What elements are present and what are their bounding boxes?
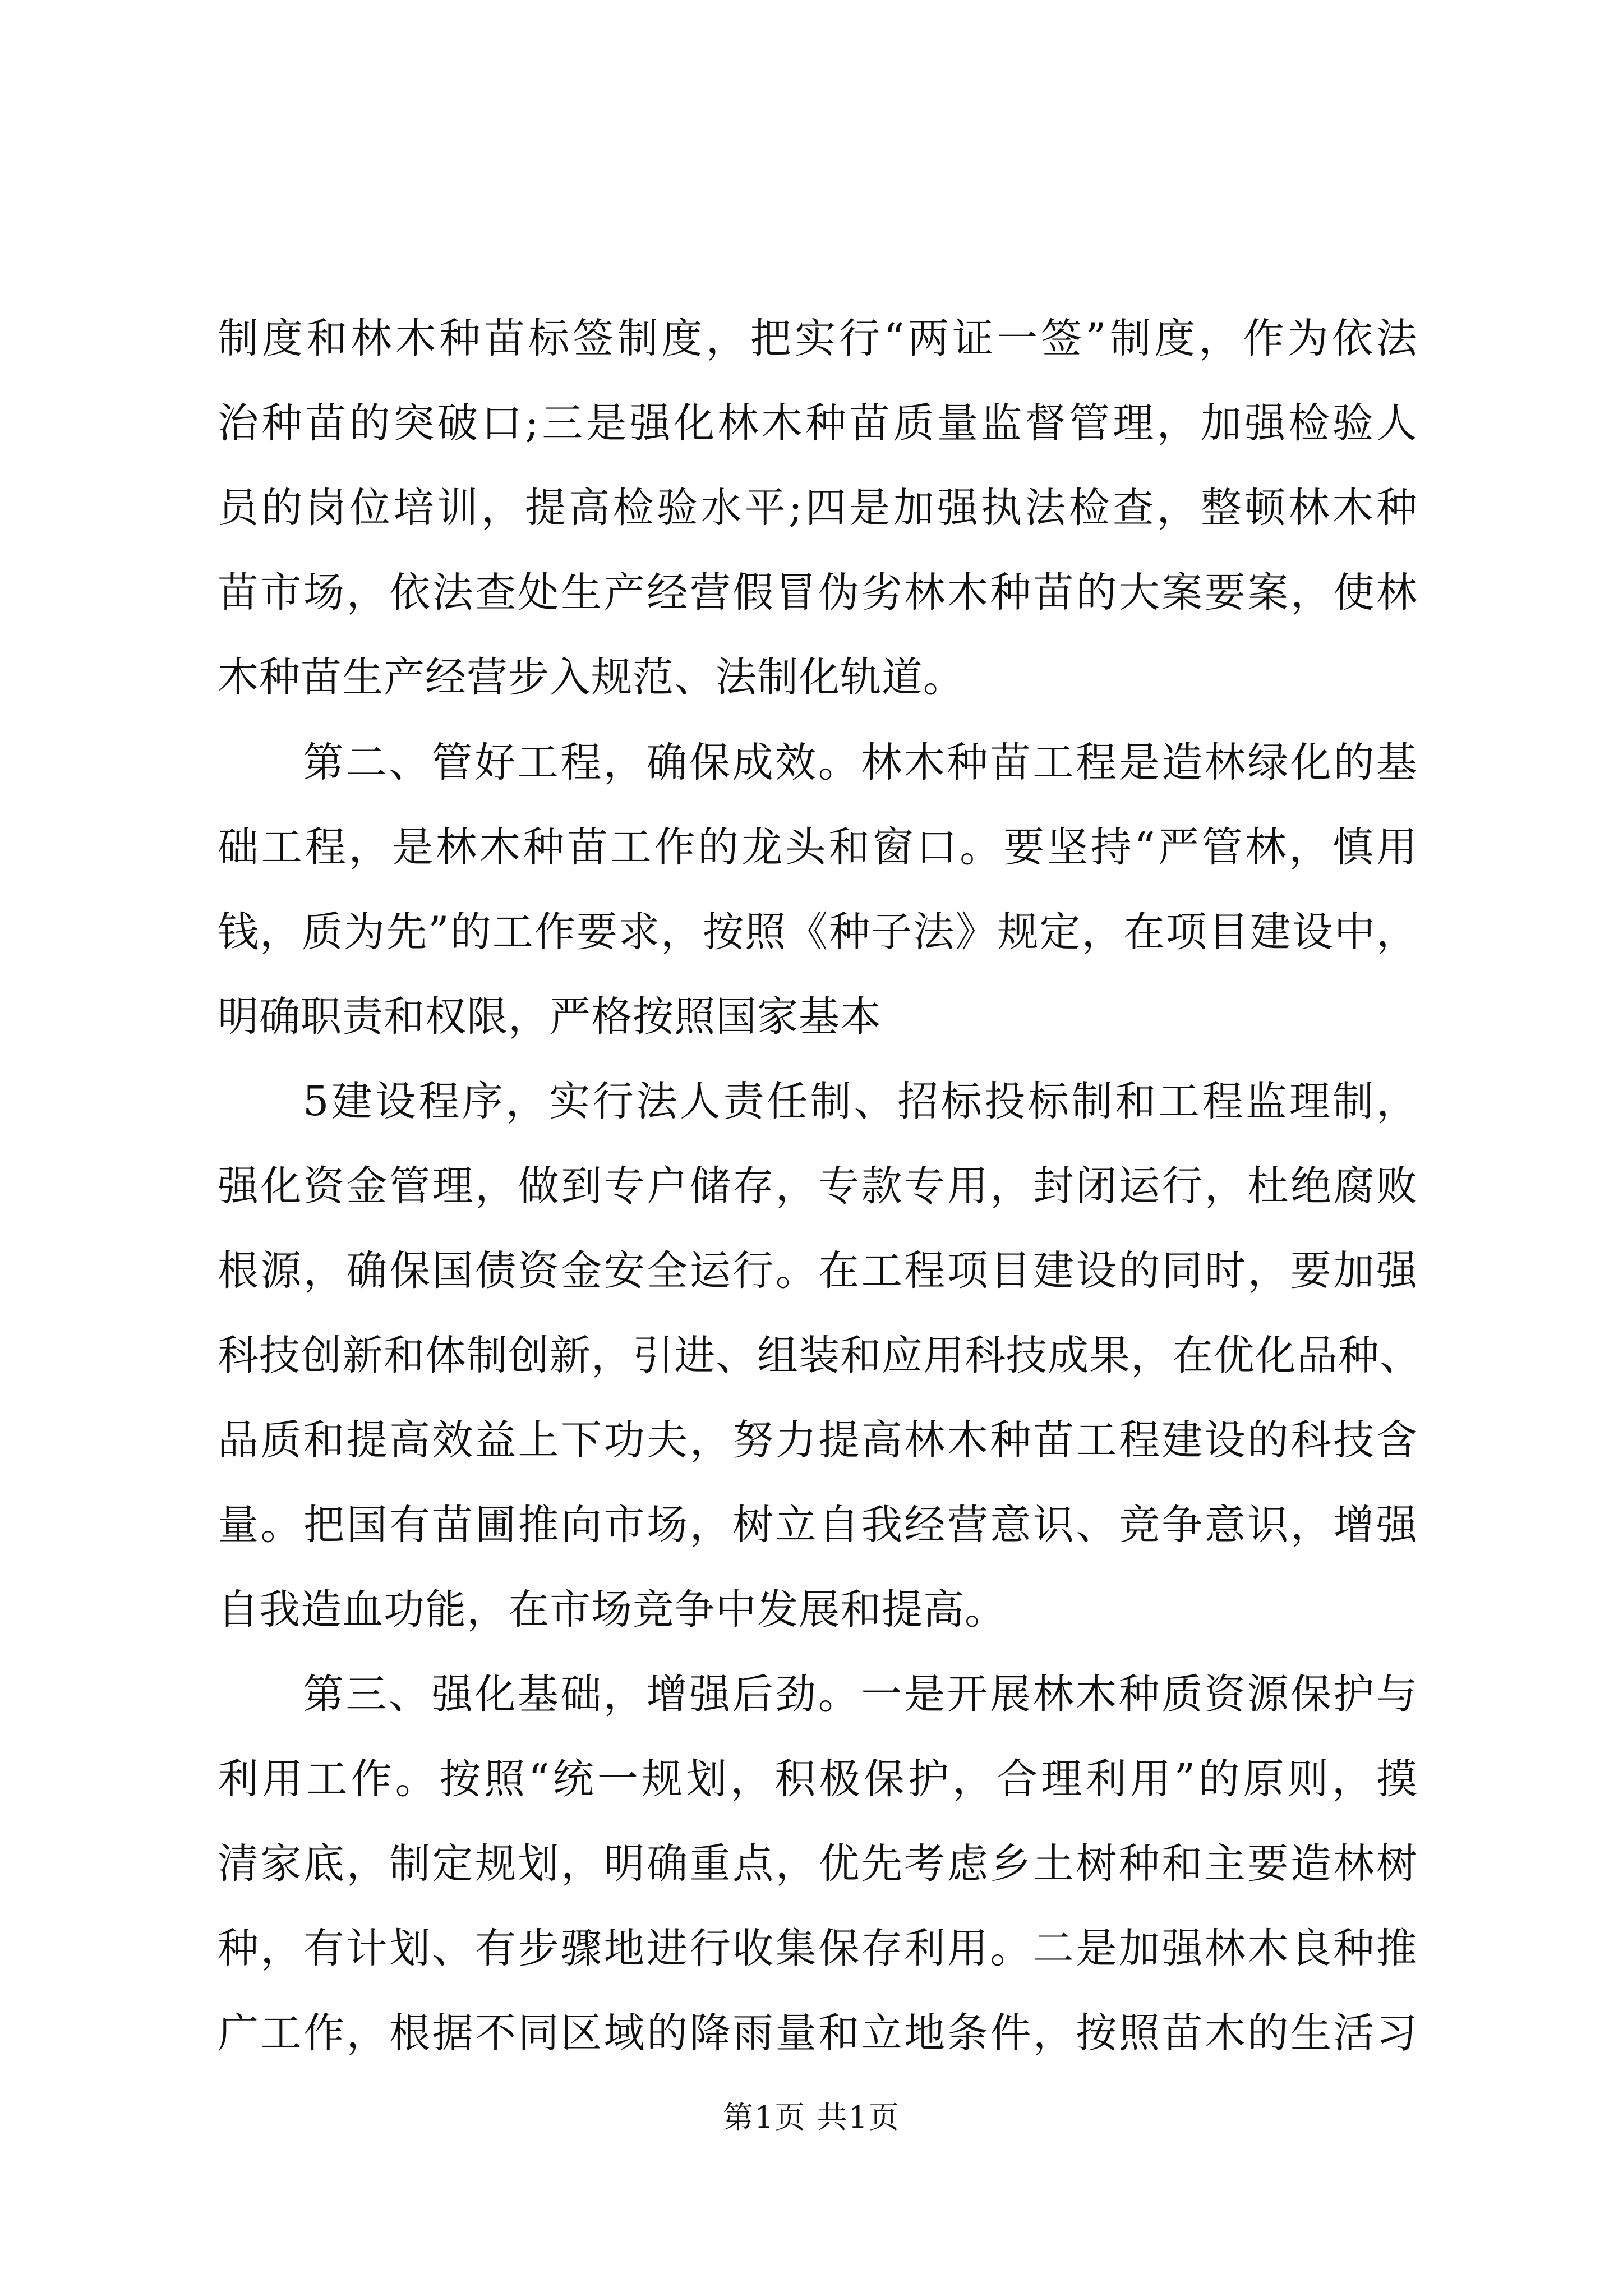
text-line: 广工作，根据不同区域的降雨量和立地条件，按照苗木的生活习: [218, 2009, 1418, 2057]
text-line: 明确职责和权限，严格按照国家基本: [218, 993, 882, 1041]
text-line: 种，有计划、有步骤地进行收集保存利用。二是加强林木良种推: [218, 1925, 1418, 1972]
text-line: 治种苗的突破口;三是强化林木种苗质量监督管理，加强检验人: [218, 399, 1418, 447]
text-line: 础工程，是林木种苗工作的龙头和窗口。要坚持“严管林，慎用: [218, 823, 1418, 871]
text-line: 木种苗生产经营步入规范、法制化轨道。: [218, 654, 965, 701]
text-line: 苗市场，依法查处生产经营假冒伪劣林木种苗的大案要案，使林: [218, 569, 1418, 616]
text-line: 自我造血功能，在市场竞争中发展和提高。: [218, 1586, 1006, 1634]
text-line: 利用工作。按照“统一规划，积极保护，合理利用”的原则，摸: [218, 1755, 1418, 1803]
text-line: 量。把国有苗圃推向市场，树立自我经营意识、竞争意识，增强: [218, 1501, 1418, 1549]
text-line: 清家底，制定规划，明确重点，优先考虑乡土树种和主要造林树: [218, 1840, 1418, 1888]
text-line: 科技创新和体制创新，引进、组装和应用科技成果，在优化品种、: [218, 1332, 1421, 1379]
text-line: 制度和林木种苗标签制度，把实行“两证一签”制度，作为依法: [218, 315, 1418, 362]
paragraph-start-line: 第二、管好工程，确保成效。林木种苗工程是造林绿化的基: [303, 739, 1418, 786]
text-line: 钱，质为先”的工作要求，按照《种子法》规定，在项目建设中，: [218, 908, 1418, 956]
text-line: 品质和提高效益上下功夫，努力提高林木种苗工程建设的科技含: [218, 1416, 1418, 1464]
page-number-footer: 第1页 共1页: [723, 2100, 900, 2135]
text-line: 根源，确保国债资金安全运行。在工程项目建设的同时，要加强: [218, 1247, 1418, 1295]
text-line: 员的岗位培训，提高检验水平;四是加强执法检查，整顿林木种: [218, 484, 1418, 532]
text-line: 强化资金管理，做到专户储存，专款专用，封闭运行，杜绝腐败: [218, 1162, 1418, 1210]
paragraph-start-line: 5建设程序，实行法人责任制、招标投标制和工程监理制，: [303, 1078, 1418, 1125]
paragraph-start-line: 第三、强化基础，增强后劲。一是开展林木种质资源保护与: [303, 1671, 1418, 1718]
